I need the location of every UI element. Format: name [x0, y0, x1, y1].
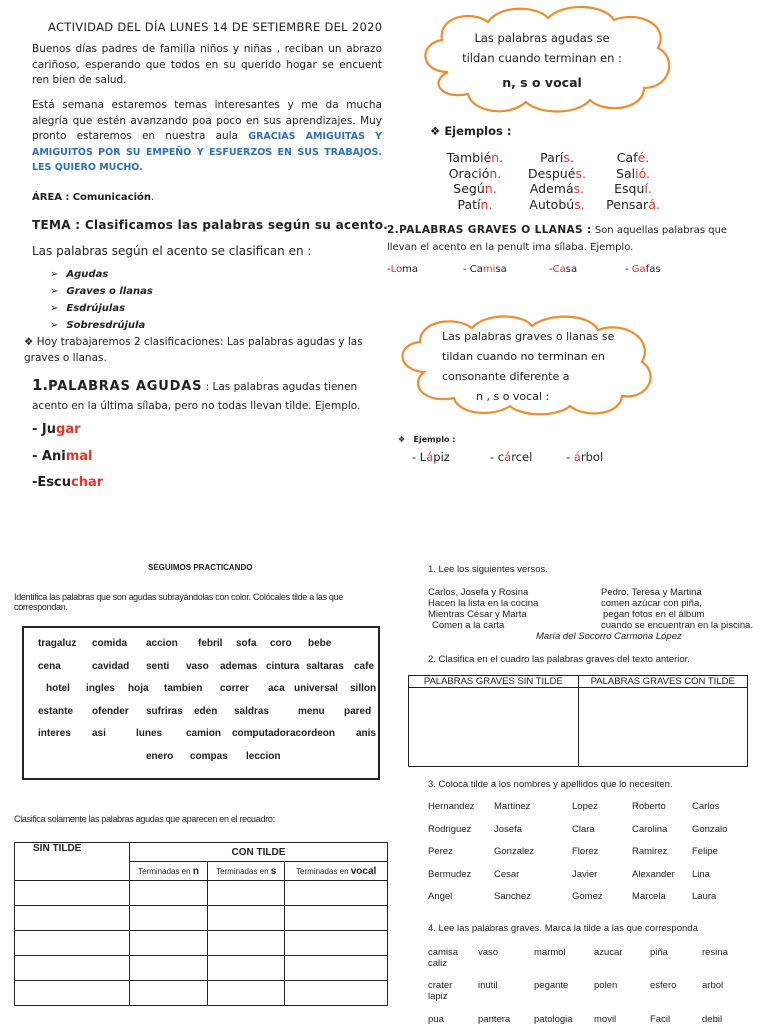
example-word [522, 150, 592, 165]
example-post: fas [645, 264, 661, 275]
example-word [440, 150, 510, 165]
type-item: ➢ Graves o llanas [50, 283, 153, 300]
name-item[interactable]: Sanchez [494, 891, 531, 903]
word-stem: Tambié [446, 150, 492, 165]
word-item[interactable]: ingles [86, 683, 115, 694]
instruction-3: 3. Coloca tilde a los nombres y apellidos que lo necesiten. [428, 779, 673, 790]
cloud-line: tildan cuando terminan en : [462, 51, 622, 65]
grave-word[interactable]: azucar [594, 947, 623, 958]
instruction-1: 1. Lee los siguientes versos. [428, 564, 548, 575]
example-word [440, 197, 510, 212]
answer-cell[interactable] [409, 688, 579, 767]
word-item[interactable]: compas [190, 750, 228, 762]
word-ending: á. [648, 196, 660, 212]
graves-text: Son aquellas palabras que llevan el acento en la penult ima sílaba. Ejemplo. [387, 225, 728, 253]
word-stem: Autobú [529, 196, 575, 212]
name-item[interactable]: Perez [428, 846, 453, 858]
name-item[interactable]: Alexander [632, 868, 675, 880]
clasif-intro: Las palabras según el acento se clasifican en : [32, 244, 312, 258]
example-word [598, 181, 668, 196]
word-ending: é. [637, 150, 650, 165]
example-accent: char [70, 475, 104, 490]
word-item[interactable]: febril [198, 638, 223, 649]
header-text: Terminadas en [216, 866, 271, 876]
header-ending: n [192, 865, 199, 877]
word-item[interactable]: coro [270, 638, 292, 649]
header-sin-tilde: SIN TILDE [15, 843, 130, 881]
table-cell[interactable] [130, 931, 208, 956]
word-item[interactable]: estante [38, 705, 74, 717]
verse-line: Carlos, Josefa y Rosina [428, 587, 529, 598]
word-ending: n. [489, 165, 502, 181]
grave-word[interactable]: lapiz [428, 991, 448, 1002]
graves-example-word [490, 450, 532, 464]
agudas-heading: PALABRAS AGUDAS [48, 379, 203, 394]
example-word [440, 181, 510, 196]
word-stem: Sal [616, 165, 636, 181]
verse-line: pegan fotos en el álbum [603, 609, 705, 620]
name-item[interactable]: Ramirez [632, 846, 668, 858]
accent-types-list [50, 266, 153, 334]
name-item[interactable]: Carlos [692, 801, 720, 812]
graves-example-word [412, 450, 450, 464]
grave-word[interactable]: piña [650, 947, 668, 958]
grave-word[interactable]: marmol [534, 947, 566, 958]
word-ending: ió. [635, 165, 650, 181]
header-terminadas-vocal [285, 862, 388, 881]
table-cell[interactable] [285, 956, 388, 981]
table-cell[interactable] [15, 906, 130, 931]
example-pre: - L [412, 450, 427, 464]
table-cell[interactable] [130, 981, 208, 1006]
agudas-number: 1. [32, 376, 49, 394]
thanks-text: GRACIAS AMIGUITAS Y AMIGUITOS POR SU EMPEÑO Y ESFUERZOS EN SUS TRABAJOS. LES QUIERO MUCHO. [32, 131, 383, 173]
word-stem: Caf [616, 150, 638, 165]
example-pre: - [566, 450, 574, 464]
word-ending: s. [563, 150, 574, 165]
table-cell[interactable] [15, 981, 130, 1006]
word-item[interactable]: bebe [308, 638, 332, 649]
grave-word[interactable]: polen [594, 980, 618, 991]
table-cell[interactable] [130, 906, 208, 931]
verse-right [601, 587, 753, 631]
word-item[interactable]: lunes [136, 728, 163, 739]
header-ending: s [270, 865, 277, 877]
ejemplos-label: Ejemplos : [444, 124, 512, 138]
verse-line: cuando se encuentran en la piscina. [601, 620, 754, 631]
word-item[interactable]: saltaras [306, 660, 344, 672]
word-item[interactable]: menu [298, 705, 325, 717]
hoy-text [24, 334, 380, 366]
cloud-line-endings: n, s o vocal [502, 75, 582, 90]
name-item[interactable]: Marcela [632, 891, 666, 903]
tema-value: Clasificamos las palabras según su acento. [84, 218, 389, 232]
table-cell[interactable] [285, 881, 388, 906]
example-accent: á [504, 450, 512, 464]
name-item[interactable]: Gonzalo [692, 823, 728, 835]
grave-word[interactable]: arbol [702, 980, 724, 991]
word-stem: Segú [453, 181, 485, 196]
example-word [440, 166, 510, 181]
name-item[interactable]: Gonzalez [494, 846, 535, 858]
area-line: ÁREA : Comunicación. [32, 192, 155, 203]
word-item[interactable]: aca [268, 683, 285, 694]
table-cell[interactable] [208, 956, 285, 981]
word-item[interactable]: leccion [246, 750, 281, 762]
instruction-4: 4. Lee las palabras graves. Marca la tilde a las que corresponda [428, 923, 698, 934]
word-item[interactable]: vaso [186, 660, 209, 672]
word-item[interactable]: interes [38, 728, 71, 739]
grave-word[interactable]: camisa [428, 947, 459, 958]
example-post: sa [565, 264, 578, 275]
table-cell[interactable] [285, 981, 388, 1006]
grave-word[interactable]: esfero [650, 980, 677, 991]
name-item[interactable]: Gomez [572, 891, 603, 903]
word-item[interactable]: cena [38, 660, 61, 672]
word-item[interactable]: computador [232, 728, 290, 739]
example-accent: Ca [552, 264, 566, 275]
cloud-line: tildan cuando no terminan en [442, 350, 605, 363]
verse-line: Hacen la lista en la cocina [428, 598, 539, 609]
ejemplos-heading [430, 124, 511, 138]
clasifica-instruction: Clasifica solamente las palabras agudas que aparecen en el recuadro: [14, 814, 275, 824]
word-item[interactable]: ofender [92, 705, 129, 717]
example-word [522, 166, 592, 181]
cloud-line: Las palabras agudas se [474, 31, 610, 45]
table-cell[interactable] [130, 956, 208, 981]
word-ending: í. [644, 181, 652, 196]
cloud-line: consonante diferente a [442, 370, 570, 383]
word-stem: Pensar [606, 196, 649, 212]
agudas-text: : Las palabras agudas tienen acento en la última sílaba, pero no todas llevan tilde. Ejemplo. [32, 381, 361, 412]
word-stem: Esqu [614, 181, 645, 196]
example-post: sa [495, 264, 507, 275]
type-item: ➢ Agudas [50, 266, 153, 283]
word-item[interactable]: tambien [164, 683, 203, 694]
word-item[interactable]: eden [194, 705, 218, 717]
aguda-example [32, 475, 103, 490]
word-item[interactable]: sofa [236, 638, 257, 649]
instruction-2: 2. Clasifica en el cuadro las palabras graves del texto anterior. [428, 654, 690, 665]
table-cell[interactable] [208, 981, 285, 1006]
grave-word[interactable]: movil [594, 1014, 617, 1025]
verse-author: María del Socorro Carmona López [536, 631, 682, 642]
header-graves-sin: PALABRAS GRAVES SIN TILDE [409, 676, 579, 688]
word-item[interactable]: hoja [128, 683, 149, 694]
table-cell[interactable] [15, 931, 130, 956]
header-text: Terminadas en [296, 866, 351, 876]
graves-example [625, 264, 661, 275]
header-terminadas-s [208, 862, 285, 881]
area-value: Comunicación [72, 192, 152, 203]
verse-line: Comen a la carta [432, 620, 505, 631]
graves-heading: 2.PALABRAS GRAVES O LLANAS : [387, 224, 592, 236]
word-item[interactable]: cintura [266, 660, 300, 672]
example-word [598, 197, 668, 212]
example-word [598, 166, 668, 181]
word-stem: Parí [540, 150, 564, 165]
word-ending: s. [574, 196, 585, 212]
name-item[interactable]: Cesar [494, 868, 520, 880]
grave-word[interactable]: Facil [650, 1014, 671, 1025]
example-post: rbol [580, 450, 604, 464]
type-item: ➢ Esdrújulas [50, 300, 153, 317]
example-word [522, 181, 592, 196]
table-cell[interactable] [285, 906, 388, 931]
name-item[interactable]: Laura [692, 891, 717, 903]
grave-word[interactable]: pantera [478, 1014, 511, 1025]
grave-word[interactable]: debil [702, 1014, 723, 1025]
identifica-instruction: Identifica las palabras que son agudas subrayándolas con color. Colócales tilde a las que correspondan. [14, 592, 344, 612]
example-accent: mal [65, 449, 93, 464]
graves-example [463, 264, 507, 275]
grave-word[interactable]: vaso [478, 947, 499, 958]
word-ending: n. [480, 196, 493, 212]
word-item[interactable]: anis [356, 728, 377, 739]
table-cell[interactable] [208, 906, 285, 931]
diamond-icon: ❖ [398, 435, 406, 444]
example-post: piz [433, 450, 450, 464]
area-label: ÁREA : [32, 192, 70, 203]
example-pre: - Ca [463, 264, 483, 275]
example-post: rcel [511, 450, 533, 464]
intro-paragraph: Buenos días padres de familia niños y niñas , reciban un abrazo cariñoso, esperando que todos en su querido hogar se encuent ren bien de salud. [32, 43, 382, 86]
diamond-icon: ❖ [24, 336, 34, 348]
page-title: ACTIVIDAD DEL DÍA LUNES 14 DE SETIEMBRE DEL 2020 [48, 20, 383, 34]
example-prefix: - Ani [32, 449, 66, 464]
word-item[interactable]: cavidad [92, 660, 130, 672]
word-box [22, 626, 380, 780]
cloud-text-graves [442, 327, 642, 407]
name-item[interactable]: Rodriguez [428, 823, 472, 835]
name-item[interactable]: Lina [692, 868, 710, 880]
word-item[interactable]: ademas [220, 660, 258, 672]
example-prefix: - Ju [32, 422, 57, 437]
graves-example [549, 264, 577, 275]
word-item[interactable]: enero [146, 750, 174, 762]
word-item[interactable]: saldras [234, 705, 270, 717]
name-item[interactable]: Clara [572, 823, 595, 835]
word-item[interactable]: camion [186, 728, 222, 739]
word-ending: n. [491, 150, 504, 165]
table-cell[interactable] [285, 931, 388, 956]
cloud-line: n , s o vocal : [476, 390, 550, 403]
diamond-icon: ❖ [430, 124, 441, 138]
word-item[interactable]: hotel [46, 683, 70, 694]
example-accent: gar [56, 422, 81, 437]
word-ending: s. [575, 165, 586, 181]
word-item[interactable]: cafe [354, 660, 375, 672]
intro-text: Está semana estaremos temas interesantes y me da mucha alegría que estén avanzando poa poco en sus aprendizajes. Muy pronto estaremos en nuestra aula [32, 99, 382, 142]
word-stem: Oració [448, 165, 490, 181]
agudas-classification-table [14, 842, 388, 1006]
name-item[interactable]: Angel [428, 891, 453, 903]
example-pre: - [387, 264, 391, 275]
example-word [522, 197, 592, 212]
ejemplo2-label: Ejemplo : [413, 435, 456, 444]
table-cell[interactable] [208, 931, 285, 956]
graves-table [408, 675, 748, 767]
name-item[interactable]: Lopez [572, 801, 598, 812]
grave-word[interactable]: inutil [478, 980, 498, 991]
example-word [598, 150, 668, 165]
cloud-text-agudas [438, 28, 646, 93]
header-con-tilde: CON TILDE [130, 843, 388, 862]
name-item[interactable]: Florez [572, 846, 599, 858]
word-stem: Ademá [529, 181, 574, 196]
graves-example [387, 264, 418, 275]
tema-label: TEMA : [32, 218, 81, 232]
example-pre: - [625, 264, 632, 275]
name-item[interactable]: Josefa [494, 823, 522, 835]
word-item[interactable]: universal [294, 683, 338, 694]
word-item[interactable]: acordeon [290, 728, 336, 739]
word-item[interactable]: sillon [350, 683, 377, 694]
graves-section [387, 222, 749, 256]
word-item[interactable]: pared [344, 705, 372, 717]
example-accent: Ga [631, 264, 646, 275]
header-text: Terminadas en [138, 866, 193, 876]
graves-example-word [566, 450, 603, 464]
name-item[interactable]: Roberto [632, 801, 666, 812]
example-pre: - c [490, 450, 505, 464]
ejemplo2-heading [398, 435, 455, 444]
word-item[interactable]: asi [92, 728, 106, 739]
grave-word[interactable]: patologia [534, 1014, 573, 1025]
word-item[interactable]: accion [146, 638, 178, 649]
table-cell[interactable] [130, 881, 208, 906]
grave-word[interactable]: pegante [534, 980, 569, 991]
verse-line: comen azúcar con piña, [601, 598, 702, 609]
word-item[interactable]: senti [146, 660, 170, 672]
name-item[interactable]: Martinez [494, 801, 531, 812]
cloud-line: Las palabras graves o llanas se [442, 330, 615, 343]
table-cell[interactable] [208, 881, 285, 906]
name-item[interactable]: Hernandez [428, 801, 475, 812]
answer-cell[interactable] [578, 688, 748, 767]
verse-line: Mientras César y Marta [428, 609, 527, 620]
table-cell[interactable] [15, 881, 130, 906]
table-cell[interactable] [15, 956, 130, 981]
aguda-example [32, 449, 92, 464]
header-ending: vocal [350, 865, 377, 877]
type-item: ➢ Sobresdrújula [50, 317, 153, 334]
word-ending: s. [573, 181, 585, 196]
header-terminadas-n [130, 862, 208, 881]
intro-paragraph-2 [32, 98, 382, 176]
name-item[interactable]: Javier [572, 868, 598, 880]
grave-word[interactable]: caliz [428, 958, 448, 969]
example-accent: mi [482, 264, 496, 275]
example-accent: á [573, 450, 581, 464]
seguimos-heading: SEGUIMOS PRACTICANDO [148, 563, 253, 572]
verse-left [428, 587, 538, 631]
agudas-section [32, 376, 382, 416]
example-post: ma [402, 264, 418, 275]
hoy-label: Hoy trabajaremos 2 clasificaciones: Las palabras agudas y las graves o llanas. [24, 336, 363, 364]
grave-word[interactable]: resina [702, 947, 728, 958]
word-item[interactable]: correr [220, 683, 249, 694]
grave-word[interactable]: pua [428, 1014, 444, 1025]
header-graves-con: PALABRAS GRAVES CON TILDE [578, 676, 748, 688]
word-stem: Despué [528, 165, 576, 181]
example-accent: á [426, 450, 434, 464]
word-item[interactable]: tragaluz [38, 638, 77, 649]
example-pre: - [549, 264, 553, 275]
name-item[interactable]: Bermudez [428, 868, 472, 880]
word-stem: Patí [457, 196, 481, 212]
word-item[interactable]: comida [92, 638, 128, 649]
grave-word[interactable]: crater [428, 980, 453, 991]
name-item[interactable]: Felipe [692, 846, 718, 858]
word-item[interactable]: sufriras [146, 705, 183, 717]
word-ending: n. [484, 181, 497, 196]
tema-line [32, 218, 388, 232]
example-accent: Lo [390, 264, 403, 275]
verse-line: Pedro, Teresa y Martina [601, 587, 702, 598]
name-item[interactable]: Carolina [632, 823, 668, 835]
example-prefix: -Escu [32, 475, 71, 490]
aguda-example [32, 422, 81, 437]
